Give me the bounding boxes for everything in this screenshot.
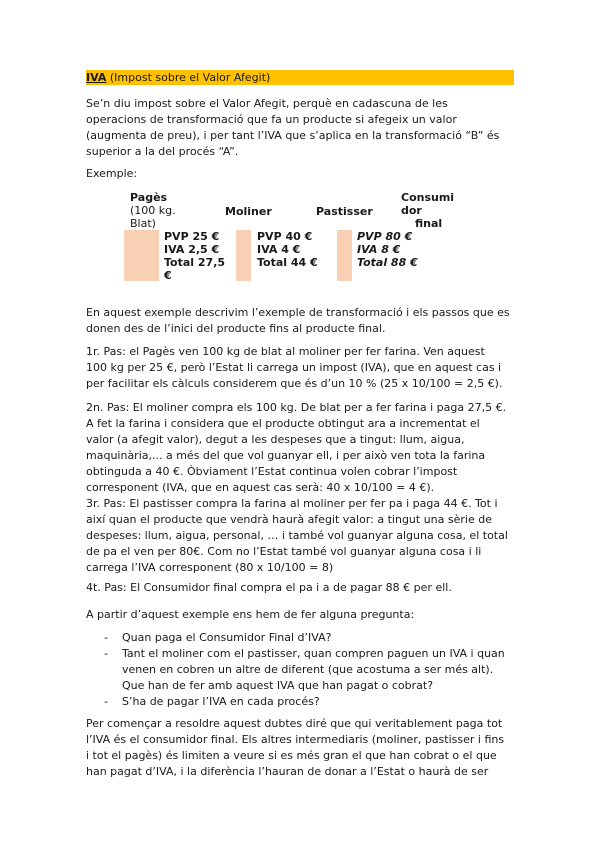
questions-intro: A partir d’aquest exemple ens hem de fer alguna pregunta: bbox=[86, 608, 415, 621]
text-line: donen des de l’inici del producte fins al producte final. bbox=[86, 322, 386, 335]
text-line: despeses: llum, aigua, personal, … i també vol guanyar alguna cosa, el total bbox=[86, 529, 508, 542]
text-line: valor (a afegit valor), degut a les despeses que a tingut: llum, aigua, bbox=[86, 433, 465, 446]
pages-pvp: PVP 25 € bbox=[164, 230, 220, 243]
bullet-dash-icon: - bbox=[104, 631, 108, 644]
pastisser-pvp: PVP 80 € bbox=[357, 230, 413, 243]
pastisser-iva: IVA 8 € bbox=[357, 243, 401, 256]
pastisser-header: Pastisser bbox=[316, 205, 373, 218]
text-line: Que han de fer amb aquest IVA que han pagat o cobrat? bbox=[122, 679, 434, 692]
text-line: maquinària,... a més del que vol guanyar ell, i per això ven tota la farina bbox=[86, 449, 486, 462]
question-item bbox=[86, 630, 516, 646]
text-line: A fet la farina i considera que el producte obtingut ara a incrementat el bbox=[86, 417, 480, 430]
title-text: (Impost sobre el Valor Afegit) bbox=[106, 71, 271, 84]
consumidor-header: final bbox=[415, 217, 443, 230]
moliner-iva: IVA 4 € bbox=[257, 243, 301, 256]
text-line: obtinguda a 40 €. Òbviament l’Estat continua volen cobrar l’impost bbox=[86, 465, 458, 478]
text-line: 2n. Pas: El moliner compra els 100 kg. De blat per a fer farina i paga 27,5 €. bbox=[86, 401, 507, 414]
text-line: 3r. Pas: El pastisser compra la farina al moliner per fer pa i paga 44 €. Tot i bbox=[86, 497, 498, 510]
intro-line: superior a la del procés “A”. bbox=[86, 145, 239, 158]
text-line: l’IVA és el consumidor final. Els altres intermediaris (moliner, pastisser i fins bbox=[86, 733, 505, 746]
pages-subtitle: (100 kg. bbox=[130, 204, 176, 217]
step-1 bbox=[86, 344, 516, 392]
text-line: han pagat d’IVA, i la diferència l’hauran de donar a l’Estat o haurà de ser bbox=[86, 765, 489, 778]
pages-color-box bbox=[124, 230, 159, 281]
conclusion-paragraph bbox=[86, 716, 516, 780]
step-4: 4t. Pas: El Consumidor final compra el pa i a de pagar 88 € per ell. bbox=[86, 581, 452, 594]
document-title bbox=[86, 70, 514, 85]
text-line: corresponent (IVA, que en aquest cas serà: 40 x 10/100 = 4 €). bbox=[86, 481, 435, 494]
pages-header: Pagès bbox=[130, 191, 168, 204]
intro-line: operacions de transformació que fa un producte si afegeix un valor bbox=[86, 113, 457, 126]
moliner-header: Moliner bbox=[225, 205, 272, 218]
intro-line: (augmenta de preu), i per tant l’IVA que s’aplica en la transformació “B” és bbox=[86, 129, 500, 142]
pages-total: Total 27,5 bbox=[164, 256, 226, 269]
intro-line: Se’n diu impost sobre el Valor Afegit, perquè en cadascuna de les bbox=[86, 97, 448, 110]
pastisser-color-box bbox=[337, 230, 352, 281]
question-item bbox=[86, 646, 516, 694]
example-label: Exemple: bbox=[86, 167, 138, 180]
text-line: S’ha de pagar l’IVA en cada procés? bbox=[122, 695, 320, 708]
text-line: Tant el moliner com el pastisser, quan compren paguen un IVA i quan bbox=[122, 647, 505, 660]
example-description bbox=[86, 305, 516, 337]
text-line: Quan paga el Consumidor Final d’IVA? bbox=[122, 631, 332, 644]
bullet-dash-icon: - bbox=[104, 695, 108, 708]
step-2 bbox=[86, 400, 516, 496]
moliner-pvp: PVP 40 € bbox=[257, 230, 313, 243]
questions-list bbox=[86, 630, 516, 710]
intro-paragraph bbox=[86, 96, 516, 160]
text-line: de pa el ven per 80€. Com no l’Estat també vol guanyar alguna cosa i li bbox=[86, 545, 482, 558]
pages-subtitle: Blat) bbox=[130, 217, 156, 230]
consumidor-header: Consumi bbox=[401, 191, 455, 204]
pages-iva: IVA 2,5 € bbox=[164, 243, 220, 256]
question-item bbox=[86, 694, 516, 710]
text-line: Per començar a resoldre aquest dubtes diré que qui veritablement paga tot bbox=[86, 717, 503, 730]
moliner-total: Total 44 € bbox=[257, 256, 318, 269]
pages-total-unit: € bbox=[164, 269, 172, 282]
text-line: En aquest exemple descrivim l’exemple de transformació i els passos que es bbox=[86, 306, 510, 319]
consumidor-header: dor bbox=[401, 204, 422, 217]
text-line: per facilitar els càlculs considerem que és d’un 10 % (25 x 10/100 = 2,5 €). bbox=[86, 377, 503, 390]
bullet-dash-icon: - bbox=[104, 647, 108, 660]
text-line: i tot el pagès) és limiten a veure si es més gran el que han cobrat o el que bbox=[86, 749, 497, 762]
text-line: així quan el producte que vendrà haurà afegit valor: a tingut una sèrie de bbox=[86, 513, 492, 526]
text-line: 1r. Pas: el Pagès ven 100 kg de blat al moliner per fer farina. Ven aquest bbox=[86, 345, 485, 358]
text-line: venen en cobren un altre de diferent (que acostuma a ser més alt). bbox=[122, 663, 494, 676]
step-3 bbox=[86, 496, 516, 576]
pastisser-total: Total 88 € bbox=[357, 256, 418, 269]
text-line: carrega l’IVA corresponent (80 x 10/100 = 8) bbox=[86, 561, 334, 574]
text-line: 100 kg per 25 €, però l’Estat li carrega un impost (IVA), que en aquest cas i bbox=[86, 361, 502, 374]
moliner-color-box bbox=[236, 230, 251, 281]
title-abbreviation: IVA bbox=[86, 71, 107, 84]
